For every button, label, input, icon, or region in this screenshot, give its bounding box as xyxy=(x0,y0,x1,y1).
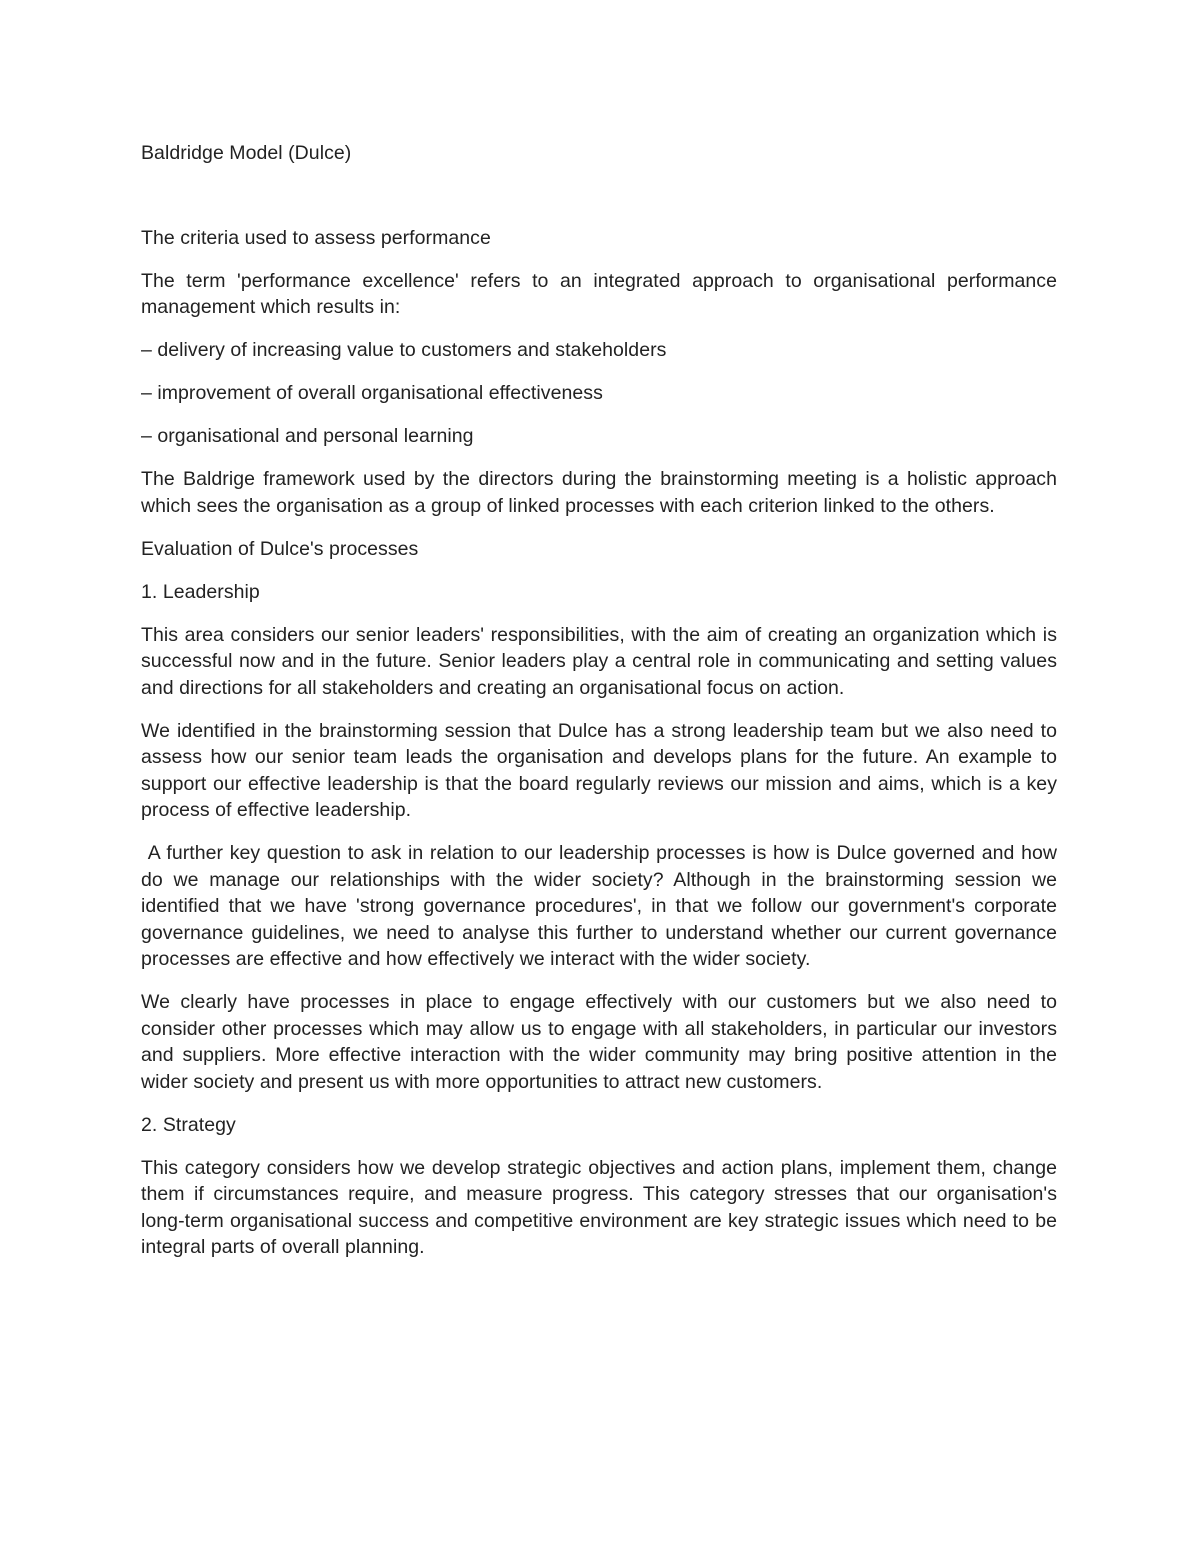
document-body xyxy=(141,140,1063,1277)
list-item-value-delivery: – delivery of increasing value to customers and stakeholders xyxy=(141,339,667,361)
section-heading-strategy: 2. Strategy xyxy=(141,1113,236,1136)
section-heading-leadership: 1. Leadership xyxy=(141,580,260,603)
paragraph-leadership-area: This area considers our senior leaders' responsibilities, with the aim of creating an organization which is successful now and in the future. Senior leaders play a central role in communicating and setting values and directions for all stakeholders and creating an organisational focus on action. xyxy=(141,623,1057,699)
document-title: Baldridge Model (Dulce) xyxy=(141,142,352,164)
paragraph-leadership-team: We identified in the brainstorming session that Dulce has a strong leadership team but we also need to assess how our senior team leads the organisation and develops plans for the future. An example to support our effective leadership is that the board regularly reviews our mission and aims, which is a key process of effective leadership. xyxy=(141,719,1057,821)
section-heading-evaluation: Evaluation of Dulce's processes xyxy=(141,537,419,560)
list-item-effectiveness: – improvement of overall organisational effectiveness xyxy=(141,382,603,404)
paragraph-governance: A further key question to ask in relation to our leadership processes is how is Dulce governed and how do we manage our relationships with the wider society? Although in the brainstorming session we identified that we have 'strong governance procedures', in that we follow our government's corporate governance guidelines, we need to analyse this further to understand whether our current governance processes are effective and how effectively we interact with the wider society. xyxy=(141,842,1063,970)
paragraph-strategy-category: This category considers how we develop strategic objectives and action plans, implement them, change them if circumstances require, and measure progress. This category stresses that our organisation's long-term organisational success and competitive environment are key strategic issues which need to be integral parts of overall planning. xyxy=(141,1156,1057,1258)
paragraph-performance-excellence: The term 'performance excellence' refers to an integrated approach to organisational performance management which results in: xyxy=(141,269,1057,318)
list-item-learning: – organisational and personal learning xyxy=(141,425,474,447)
section-heading-criteria: The criteria used to assess performance xyxy=(141,226,491,249)
paragraph-stakeholders: We clearly have processes in place to engage effectively with our customers but we also need to consider other processes which may allow us to engage with all stakeholders, in particular our investors and suppliers. More effective interaction with the wider community may bring positive attention in the wider society and present us with more opportunities to attract new customers. xyxy=(141,991,1057,1093)
paragraph-baldrige-framework: The Baldrige framework used by the directors during the brainstorming meeting is a holistic approach which sees the organisation as a group of linked processes with each criterion linked to the others. xyxy=(141,468,1057,517)
